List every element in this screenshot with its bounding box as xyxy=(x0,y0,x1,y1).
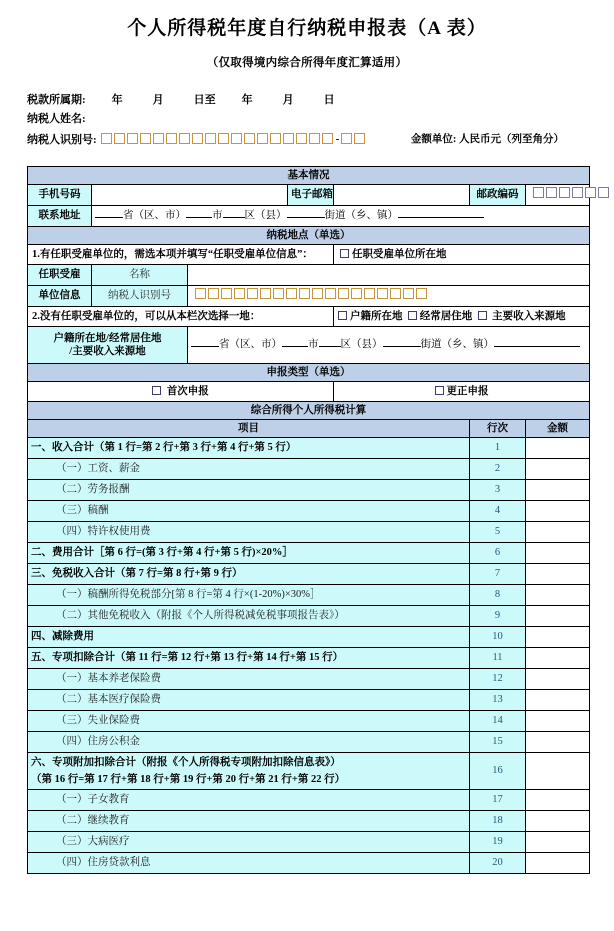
table-row xyxy=(28,753,590,790)
taxpayer-id-box[interactable] xyxy=(257,133,268,144)
checkbox-icon-employer-location[interactable] xyxy=(340,249,349,258)
employer-id-box[interactable] xyxy=(364,288,375,299)
section-header-tax-location-row xyxy=(28,227,590,245)
taxpayer-id-box[interactable] xyxy=(296,133,307,144)
calculation-item-label: 三、免税收入合计（第 7 行=第 8 行+第 9 行） xyxy=(28,564,470,585)
calculation-line-number: 12 xyxy=(470,669,526,690)
declaration-first-option[interactable] xyxy=(28,382,334,402)
taxpayer-id-box[interactable] xyxy=(218,133,229,144)
calculation-line-number: 15 xyxy=(470,732,526,753)
employer-id-box[interactable] xyxy=(286,288,297,299)
employer-option-row xyxy=(28,245,590,265)
table-row xyxy=(28,853,590,874)
taxpayer-id-box[interactable] xyxy=(309,133,320,144)
table-row xyxy=(28,606,590,627)
calculation-line-number: 8 xyxy=(470,585,526,606)
postcode-input[interactable] xyxy=(526,185,590,206)
calculation-amount-input[interactable] xyxy=(526,459,590,480)
no-employer-option-text: 2.没有任职受雇单位的，可以从本栏次选择一地： xyxy=(28,307,334,327)
declaration-first-label: 首次申报 xyxy=(166,385,209,397)
no-employer-option-row xyxy=(28,307,590,327)
calculation-rows xyxy=(28,438,590,874)
period-month-start: 月 xyxy=(152,94,164,107)
address-street-blank[interactable] xyxy=(287,217,325,218)
calculation-item-label-line2: （第 16 行=第 17 行+第 18 行+第 19 行+第 20 行+第 21 行+第 22 行） xyxy=(31,774,346,785)
address-city-blank[interactable] xyxy=(186,217,212,218)
calculation-item-label: （二）劳务报酬 xyxy=(28,480,470,501)
column-header-line-no: 行次 xyxy=(470,420,526,438)
tax-period-fields[interactable] xyxy=(86,91,335,107)
declaration-amend-option[interactable] xyxy=(334,382,590,402)
calculation-item-label: （一）子女教育 xyxy=(28,790,470,811)
period-year-end: 年 xyxy=(241,94,253,107)
employer-id-box[interactable] xyxy=(416,288,427,299)
employer-id-box[interactable] xyxy=(260,288,271,299)
calculation-amount-input[interactable] xyxy=(526,811,590,832)
calculation-item-label: （二）基本医疗保险费 xyxy=(28,690,470,711)
employer-id-box[interactable] xyxy=(273,288,284,299)
calculation-amount-input[interactable] xyxy=(526,790,590,811)
calculation-line-number: 9 xyxy=(470,606,526,627)
column-header-amount: 金额 xyxy=(526,420,590,438)
taxpayer-id-box[interactable] xyxy=(205,133,216,144)
section-header-tax-location: 纳税地点（单选） xyxy=(28,227,590,245)
taxpayer-id-box[interactable] xyxy=(322,133,333,144)
calculation-amount-input[interactable] xyxy=(526,753,590,790)
calculation-item-label: （一）工资、薪金 xyxy=(28,459,470,480)
calculation-line-number: 1 xyxy=(470,438,526,459)
calculation-amount-input[interactable] xyxy=(526,501,590,522)
table-row xyxy=(28,790,590,811)
calculation-amount-input[interactable] xyxy=(526,564,590,585)
taxpayer-id-box[interactable] xyxy=(114,133,125,144)
residence-district-unit: 区（县） xyxy=(340,339,383,351)
residence-address-label xyxy=(28,327,188,364)
calculation-line-number: 4 xyxy=(470,501,526,522)
address-province-unit: 省（区、市） xyxy=(123,210,186,222)
taxpayer-id-box[interactable] xyxy=(153,133,164,144)
section-header-declaration-type-row xyxy=(28,364,590,382)
employer-id-box[interactable] xyxy=(208,288,219,299)
employer-id-box[interactable] xyxy=(325,288,336,299)
employer-name-row xyxy=(28,265,590,286)
employer-location-label: 任职受雇单位所在地 xyxy=(352,248,447,260)
address-label: 联系地址 xyxy=(28,206,92,227)
calculation-item-label: （四）特许权使用费 xyxy=(28,522,470,543)
choice-household-registration-label: 户籍所在地 xyxy=(350,310,403,322)
email-input[interactable] xyxy=(334,185,470,206)
table-row xyxy=(28,669,590,690)
table-row xyxy=(28,711,590,732)
checkbox-icon-amended-declaration[interactable] xyxy=(435,386,444,395)
calculation-line-number: 7 xyxy=(470,564,526,585)
taxpayer-id-box[interactable] xyxy=(166,133,177,144)
taxpayer-id-box[interactable] xyxy=(192,133,203,144)
residence-city-unit: 市 xyxy=(308,339,319,351)
table-row xyxy=(28,459,590,480)
taxpayer-id-suffix-box[interactable] xyxy=(354,133,365,144)
calculation-line-number: 3 xyxy=(470,480,526,501)
calculation-amount-input[interactable] xyxy=(526,732,590,753)
employer-id-box[interactable] xyxy=(351,288,362,299)
calculation-amount-input[interactable] xyxy=(526,606,590,627)
calculation-amount-input[interactable] xyxy=(526,543,590,564)
checkbox-icon-main-income-source[interactable] xyxy=(478,311,487,320)
form-meta xyxy=(27,90,589,150)
period-month-end: 月 xyxy=(282,94,294,107)
tax-period-label: 税款所属期: xyxy=(27,94,86,107)
calculation-item-label: （三）大病医疗 xyxy=(28,832,470,853)
choice-habitual-residence-label: 经常居住地 xyxy=(419,310,473,322)
taxpayer-name-input[interactable] xyxy=(86,112,286,125)
residence-province-unit: 省（区、市） xyxy=(219,339,282,351)
employer-name-input[interactable] xyxy=(188,265,590,286)
calculation-item-label: （一）稿酬所得免税部分[第 8 行=第 4 行×(1-20%)×30%］ xyxy=(28,585,470,606)
checkbox-icon-habitual-residence[interactable] xyxy=(408,311,417,320)
calculation-line-number: 20 xyxy=(470,853,526,874)
postcode-box[interactable] xyxy=(585,187,596,198)
taxpayer-id-row xyxy=(27,128,589,150)
contact-row xyxy=(28,185,590,206)
employer-id-label: 纳税人识别号 xyxy=(92,286,188,307)
residence-address-row xyxy=(28,327,590,364)
table-row xyxy=(28,690,590,711)
period-day-end: 日 xyxy=(323,94,335,107)
taxpayer-id-dash: - xyxy=(335,132,340,145)
taxpayer-name-row xyxy=(27,109,589,128)
calculation-item-label-line1: 六、专项附加扣除合计（附报《个人所得税专项附加扣除信息表》） xyxy=(31,756,341,768)
employer-id-box[interactable] xyxy=(221,288,232,299)
calculation-item-label: （四）住房贷款利息 xyxy=(28,853,470,874)
table-row xyxy=(28,832,590,853)
table-row xyxy=(28,811,590,832)
calculation-line-number: 13 xyxy=(470,690,526,711)
calculation-amount-input[interactable] xyxy=(526,832,590,853)
taxpayer-id-box[interactable] xyxy=(127,133,138,144)
calculation-amount-input[interactable] xyxy=(526,438,590,459)
phone-input[interactable] xyxy=(92,185,288,206)
tax-period-row xyxy=(27,90,589,109)
calculation-line-number: 2 xyxy=(470,459,526,480)
calculation-amount-input[interactable] xyxy=(526,480,590,501)
choice-main-income-source[interactable] xyxy=(478,311,566,322)
tax-form-table xyxy=(27,166,590,874)
period-year-start: 年 xyxy=(111,94,123,107)
calculation-item-label: （三）失业保险费 xyxy=(28,711,470,732)
calculation-line-number: 10 xyxy=(470,627,526,648)
address-city-unit: 市 xyxy=(212,210,223,222)
taxpayer-id-box[interactable] xyxy=(140,133,151,144)
taxpayer-id-box[interactable] xyxy=(283,133,294,144)
choice-household-registration[interactable] xyxy=(338,311,403,322)
employer-id-box[interactable] xyxy=(390,288,401,299)
employer-id-box[interactable] xyxy=(234,288,245,299)
residence-label-line1: 户籍所在地/经常居住地 xyxy=(53,332,162,344)
calculation-item-label: 一、收入合计（第 1 行=第 2 行+第 3 行+第 4 行+第 5 行） xyxy=(28,438,470,459)
section-header-basic-info: 基本情况 xyxy=(28,167,590,185)
residence-district-blank[interactable] xyxy=(319,346,341,347)
address-street-unit: 街道（乡、镇） xyxy=(324,210,398,222)
taxpayer-id-box[interactable] xyxy=(244,133,255,144)
taxpayer-id-box[interactable] xyxy=(231,133,242,144)
address-detail-blank[interactable] xyxy=(398,217,484,218)
section-header-declaration-type: 申报类型（单选） xyxy=(28,364,590,382)
section-header-basic-info-row xyxy=(28,167,590,185)
residence-province-blank[interactable] xyxy=(191,346,219,347)
table-row xyxy=(28,732,590,753)
employer-id-box[interactable] xyxy=(338,288,349,299)
calculation-line-number: 5 xyxy=(470,522,526,543)
table-row xyxy=(28,585,590,606)
calculation-amount-input[interactable] xyxy=(526,627,590,648)
address-district-blank[interactable] xyxy=(223,217,245,218)
address-district-unit: 区（县） xyxy=(244,210,287,222)
postcode-box[interactable] xyxy=(572,187,583,198)
checkbox-icon-household-registration[interactable] xyxy=(338,311,347,320)
employer-id-box[interactable] xyxy=(299,288,310,299)
calculation-item-label: （一）基本养老保险费 xyxy=(28,669,470,690)
postcode-box[interactable] xyxy=(546,187,557,198)
calculation-item-label: （二）其他免税收入（附报《个人所得税减免税事项报告表》） xyxy=(28,606,470,627)
calculation-amount-input[interactable] xyxy=(526,522,590,543)
postcode-boxes[interactable] xyxy=(533,187,611,198)
postcode-box[interactable] xyxy=(559,187,570,198)
taxpayer-id-box[interactable] xyxy=(179,133,190,144)
calculation-item-label: （四）住房公积金 xyxy=(28,732,470,753)
employer-id-row xyxy=(28,286,590,307)
taxpayer-id-suffix-box[interactable] xyxy=(341,133,352,144)
calculation-item-label: 五、专项扣除合计（第 11 行=第 12 行+第 13 行+第 14 行+第 15 行） xyxy=(28,648,470,669)
period-day-start: 日至 xyxy=(193,94,216,107)
calculation-amount-input[interactable] xyxy=(526,853,590,874)
table-row xyxy=(28,627,590,648)
calculation-line-number: 6 xyxy=(470,543,526,564)
column-header-item: 项目 xyxy=(28,420,470,438)
page-subtitle: （仅取得境内综合所得年度汇算适用） xyxy=(206,56,408,69)
table-row xyxy=(28,501,590,522)
postcode-label: 邮政编码 xyxy=(470,185,526,206)
section-header-calculation-row xyxy=(28,402,590,420)
calculation-item-label: 二、费用合计［第 6 行=(第 3 行+第 4 行+第 5 行)×20%］ xyxy=(28,543,470,564)
residence-choice-group[interactable] xyxy=(334,307,590,327)
table-row xyxy=(28,480,590,501)
table-row xyxy=(28,564,590,585)
residence-city-blank[interactable] xyxy=(282,346,308,347)
choice-habitual-residence[interactable] xyxy=(408,311,473,322)
page-title: 个人所得税年度自行纳税申报表（A 表） xyxy=(127,18,487,39)
taxpayer-id-label: 纳税人识别号: xyxy=(27,133,97,146)
address-input[interactable] xyxy=(92,206,590,227)
currency-unit-note: 金额单位: 人民币元（列至角分） xyxy=(410,134,564,146)
employer-id-box[interactable] xyxy=(377,288,388,299)
employer-info-label-line2: 单位信息 xyxy=(28,286,92,307)
employer-name-label: 名称 xyxy=(92,265,188,286)
residence-street-unit: 街道（乡、镇） xyxy=(420,339,494,351)
checkbox-icon-first-declaration[interactable] xyxy=(152,386,161,395)
calculation-line-number: 18 xyxy=(470,811,526,832)
taxpayer-id-input[interactable] xyxy=(101,133,368,145)
employer-id-boxes[interactable] xyxy=(195,288,429,299)
calculation-amount-input[interactable] xyxy=(526,669,590,690)
calculation-amount-input[interactable] xyxy=(526,648,590,669)
phone-label: 手机号码 xyxy=(28,185,92,206)
employer-id-box[interactable] xyxy=(312,288,323,299)
employer-location-checkbox-cell[interactable] xyxy=(334,245,590,265)
residence-detail-blank[interactable] xyxy=(494,346,580,347)
calculation-amount-input[interactable] xyxy=(526,690,590,711)
employer-option-text: 1.有任职受雇单位的，需选本项并填写“任职受雇单位信息”： xyxy=(28,245,334,265)
calculation-line-number: 14 xyxy=(470,711,526,732)
taxpayer-id-box[interactable] xyxy=(101,133,112,144)
calculation-item-label: （二）继续教育 xyxy=(28,811,470,832)
calculation-amount-input[interactable] xyxy=(526,585,590,606)
employer-id-box[interactable] xyxy=(195,288,206,299)
section-header-calculation: 综合所得个人所得税计算 xyxy=(28,402,590,420)
residence-label-line2: /主要收入来源地 xyxy=(69,346,146,357)
calculation-column-header-row xyxy=(28,420,590,438)
calculation-item-label: 四、减除费用 xyxy=(28,627,470,648)
choice-main-income-source-label: 主要收入来源地 xyxy=(492,310,566,322)
address-province-blank[interactable] xyxy=(95,217,123,218)
calculation-amount-input[interactable] xyxy=(526,711,590,732)
address-row xyxy=(28,206,590,227)
declaration-type-options-row xyxy=(28,382,590,402)
employer-id-box[interactable] xyxy=(247,288,258,299)
calculation-line-number: 17 xyxy=(470,790,526,811)
employer-id-input[interactable] xyxy=(188,286,590,307)
calculation-item-label xyxy=(28,753,470,790)
calculation-line-number: 11 xyxy=(470,648,526,669)
table-row xyxy=(28,648,590,669)
employer-id-box[interactable] xyxy=(403,288,414,299)
postcode-box[interactable] xyxy=(533,187,544,198)
postcode-box[interactable] xyxy=(598,187,609,198)
employer-info-label-line1: 任职受雇 xyxy=(28,265,92,286)
calculation-line-number: 19 xyxy=(470,832,526,853)
calculation-item-label: （三）稿酬 xyxy=(28,501,470,522)
residence-address-input[interactable] xyxy=(188,327,590,364)
table-row xyxy=(28,522,590,543)
table-row xyxy=(28,543,590,564)
email-label: 电子邮箱 xyxy=(288,185,334,206)
tax-form-page xyxy=(0,16,614,931)
residence-street-blank[interactable] xyxy=(383,346,421,347)
declaration-amend-label: 更正申报 xyxy=(446,385,489,397)
taxpayer-name-label: 纳税人姓名: xyxy=(27,113,86,126)
taxpayer-id-box[interactable] xyxy=(270,133,281,144)
calculation-line-number: 16 xyxy=(470,753,526,790)
table-row xyxy=(28,438,590,459)
